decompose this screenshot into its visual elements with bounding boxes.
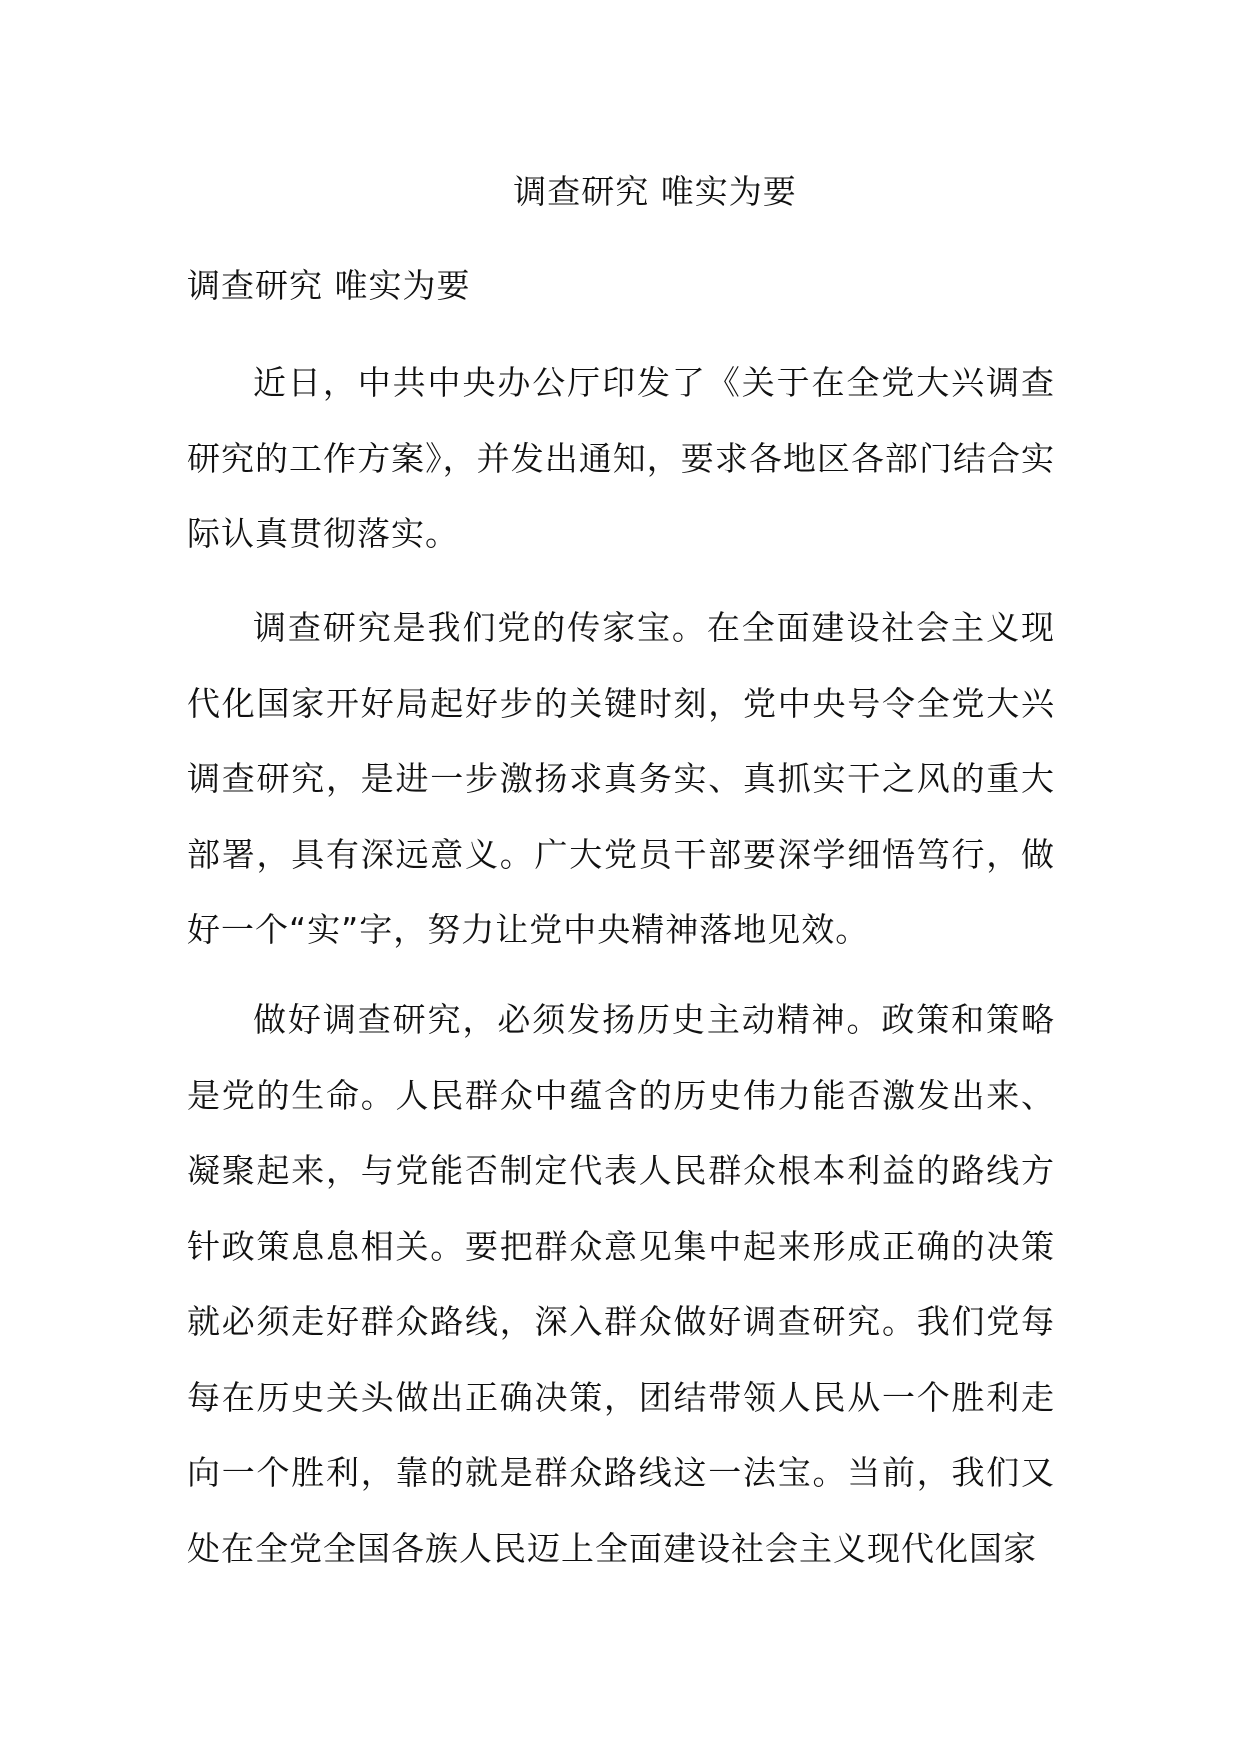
paragraph-1: 近日，中共中央办公厅印发了《关于在全党大兴调查研究的工作方案》，并发出通知，要求各地区各部门结合实际认真贯彻落实。 [187, 363, 1055, 553]
document-title: 调查研究 唯实为要 [513, 172, 797, 211]
paragraph-2: 调查研究是我们党的传家宝。在全面建设社会主义现代化国家开好局起好步的关键时刻，党中央号令全党大兴调查研究，是进一步激扬求真务实、真抓实干之风的重大部署，具有深远意义。广大党员干部要深学细悟笃行，做好一个“实”字，努力让党中央精神落地见效。 [187, 608, 1055, 949]
document-subtitle: 调查研究 唯实为要 [187, 266, 471, 305]
paragraph-3: 做好调查研究，必须发扬历史主动精神。政策和策略是党的生命。人民群众中蕴含的历史伟力能否激发出来、凝聚起来，与党能否制定代表人民群众根本利益的路线方针政策息息相关。要把群众意见集中起来形成正确的决策就必须走好群众路线，深入群众做好调查研究。我们党每每在历史关头做出正确决策，团结带领人民从一个胜利走向一个胜利，靠的就是群众路线这一法宝。当前，我们又处在全党全国各族人民迈上全面建设社会主义现代化国家 [187, 1000, 1055, 1568]
